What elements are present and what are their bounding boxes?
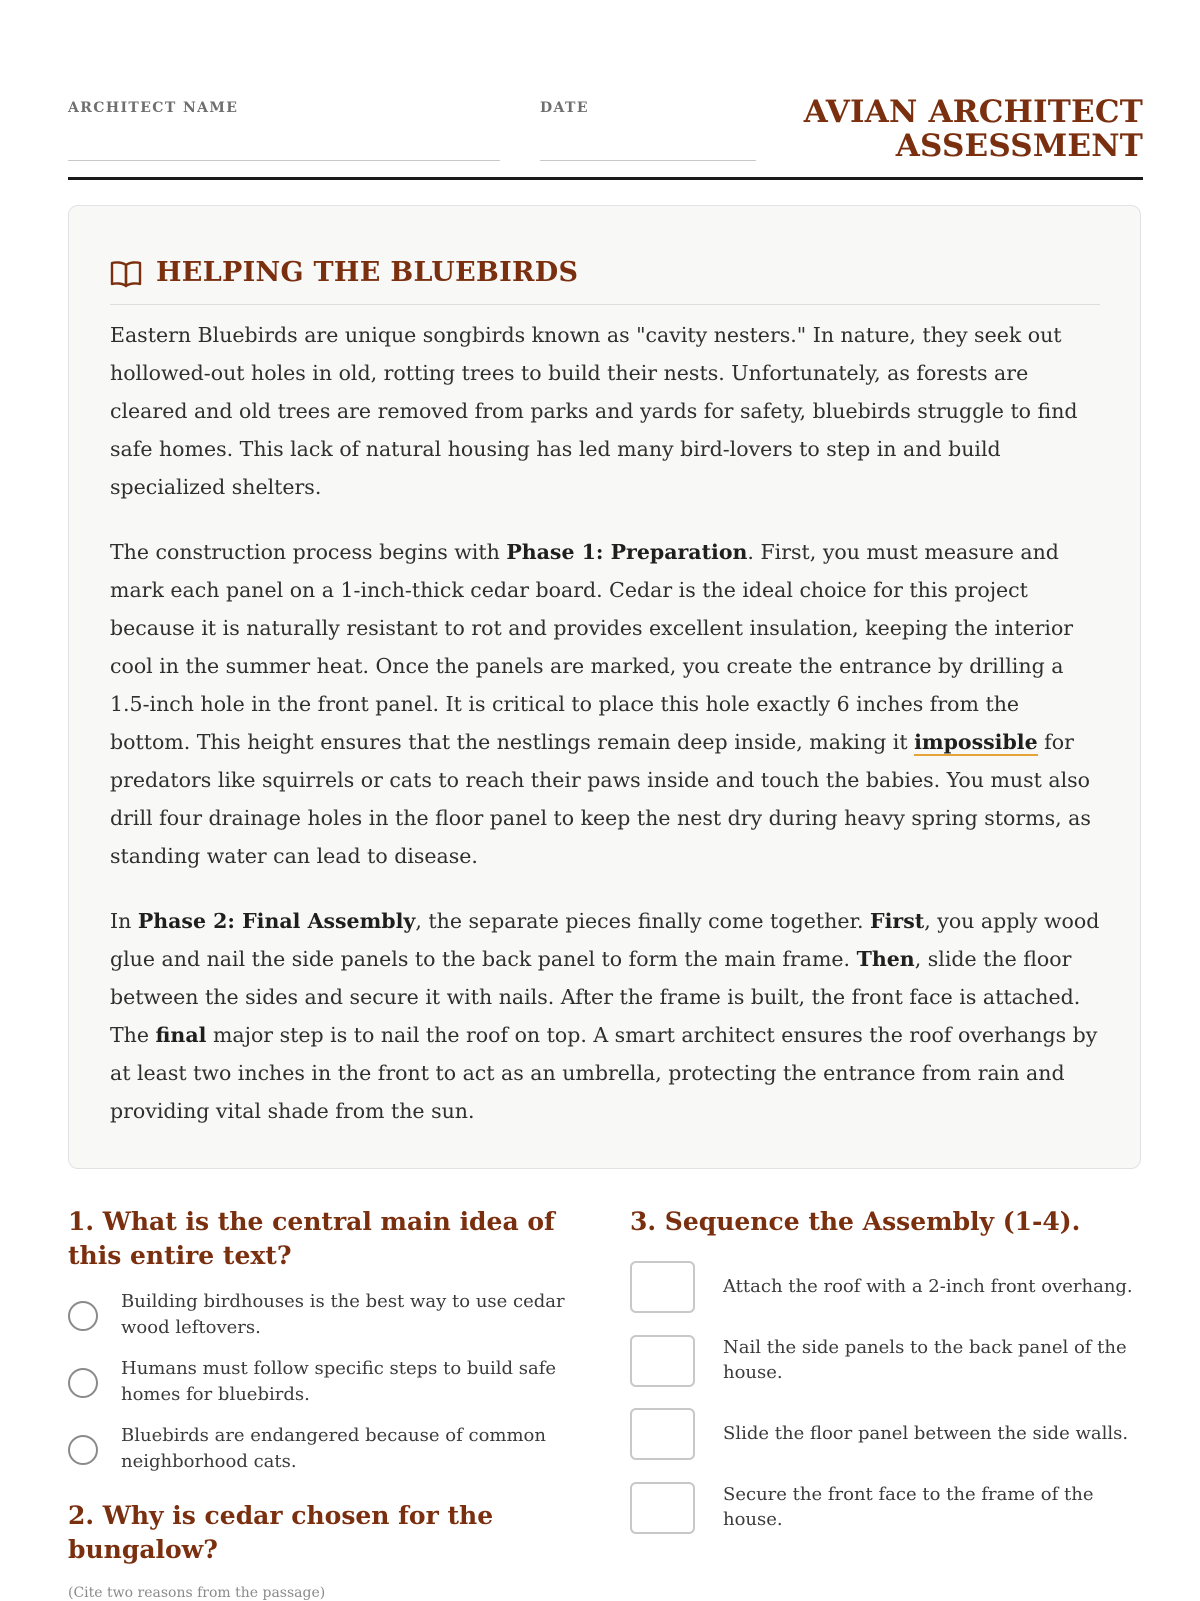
- date-line[interactable]: [540, 160, 756, 161]
- sequence-item-2-text: Nail the side panels to the back panel of the house.: [723, 1337, 1127, 1383]
- p2-text-c: . First, you must measure and mark each panel on a 1-inch-thick cedar board. Cedar is the ideal choice for this project because it is naturally resistant to rot and provides excellent insulation, keeping the interior cool in the summer heat. Once the panels are marked, you create the entrance by drilling a 1.5-inch hole in the front panel. It is critical to place this hole exactly 6 inches from the bottom. This height ensures that the nestlings remain deep inside, making it: [110, 540, 1074, 754]
- p3-text-i: major step is to nail the roof on top. A smart architect ensures the roof overhangs by at least two inches in the front to act as an umbrella, protecting the entrance from rain and providing vital shade from the sun.: [110, 1023, 1098, 1123]
- reading-passage: [68, 205, 1141, 1169]
- passage-title: HELPING THE BLUEBIRDS: [156, 257, 579, 288]
- architect-name-line[interactable]: [68, 160, 500, 161]
- p3-text-g: , slide the floor between the sides and secure it with nails. After the frame is built, the front face is attached. The: [110, 947, 1081, 1047]
- document-title-line-1: AVIAN ARCHITECT: [803, 94, 1143, 130]
- document-title: [804, 95, 1143, 163]
- phase-2-label: Phase 2: Final Assembly: [137, 909, 416, 933]
- document-title-line-2: ASSESSMENT: [895, 128, 1143, 164]
- sequence-item-3-text: Slide the floor panel between the side walls.: [723, 1423, 1129, 1444]
- date-field[interactable]: [540, 100, 589, 116]
- sequence-item-1-text: Attach the roof with a 2-inch front overhang.: [723, 1276, 1133, 1297]
- vocab-word-impossible: impossible: [914, 730, 1038, 754]
- sequence-item-4-text: Secure the front face to the frame of the house.: [723, 1484, 1094, 1530]
- signal-word-first: First: [870, 909, 925, 933]
- date-label: DATE: [540, 100, 589, 116]
- architect-name-label: ARCHITECT NAME: [68, 100, 239, 116]
- question-2-hint: (Cite two reasons from the passage): [68, 1585, 326, 1601]
- p3-text-c: , the separate pieces finally come together.: [415, 909, 871, 933]
- passage-paragraph-1: [110, 316, 1100, 506]
- passage-paragraph-2: [110, 533, 1100, 875]
- q1-option-3[interactable]: [68, 1425, 568, 1481]
- phase-1-label: Phase 1: Preparation: [506, 540, 748, 564]
- q1-option-3-text: Bluebirds are endangered because of common neighborhood cats.: [121, 1425, 546, 1472]
- q1-option-1-text: Building birdhouses is the best way to use cedar wood leftovers.: [121, 1291, 565, 1338]
- q1-option-2[interactable]: [68, 1358, 568, 1414]
- q1-option-1[interactable]: [68, 1291, 568, 1347]
- sequence-item-1-box[interactable]: [630, 1261, 695, 1313]
- worksheet-header: [68, 85, 1143, 180]
- architect-name-field[interactable]: [68, 100, 238, 116]
- p3-text-a: In: [110, 909, 138, 933]
- passage-paragraph-3: [110, 902, 1100, 1130]
- sequence-item-1: [630, 1261, 1143, 1317]
- worksheet-page: [68, 0, 1143, 1600]
- sequence-item-4-box[interactable]: [630, 1482, 695, 1534]
- p2-text-a: The construction process begins with: [110, 540, 507, 564]
- signal-word-then: Then: [856, 947, 915, 971]
- sequence-item-3: [630, 1408, 1143, 1464]
- p1-text: Eastern Bluebirds are unique songbirds known as "cavity nesters." In nature, they seek out hollowed-out holes in old, rotting trees to build their nests. Unfortunately, as forests are cleared and old trees are removed from parks and yards for safety, bluebirds struggle to find safe homes. This lack of natural housing has led many bird-lovers to step in and build specialized shelters.: [110, 323, 1078, 499]
- signal-word-final: final: [155, 1023, 207, 1047]
- sequence-item-2-box[interactable]: [630, 1335, 695, 1387]
- passage-heading: [110, 256, 1100, 305]
- sequence-item-3-box[interactable]: [630, 1408, 695, 1460]
- p3-text-e: , you apply wood glue and nail the side panels to the back panel to form the main frame.: [110, 909, 1100, 971]
- question-2-title: 2. Why is cedar chosen for the bungalow?: [68, 1501, 494, 1564]
- book-icon: [110, 260, 142, 288]
- p2-text-e: for predators like squirrels or cats to reach their paws inside and touch the babies. You must also drill four drainage holes in the floor panel to keep the nest dry during heavy spring storms, as standing water can lead to disease.: [110, 730, 1091, 868]
- passage-body: [110, 316, 1100, 1157]
- sequence-item-2: [630, 1335, 1143, 1391]
- question-3-title: 3. Sequence the Assembly (1-4).: [630, 1207, 1081, 1236]
- q1-option-2-text: Humans must follow specific steps to build safe homes for bluebirds.: [121, 1358, 557, 1405]
- q1-option-1-radio[interactable]: [68, 1301, 98, 1331]
- q1-option-2-radio[interactable]: [68, 1368, 98, 1398]
- sequence-item-4: [630, 1482, 1143, 1538]
- q1-option-3-radio[interactable]: [68, 1435, 98, 1465]
- question-1-title: 1. What is the central main idea of this entire text?: [68, 1207, 555, 1270]
